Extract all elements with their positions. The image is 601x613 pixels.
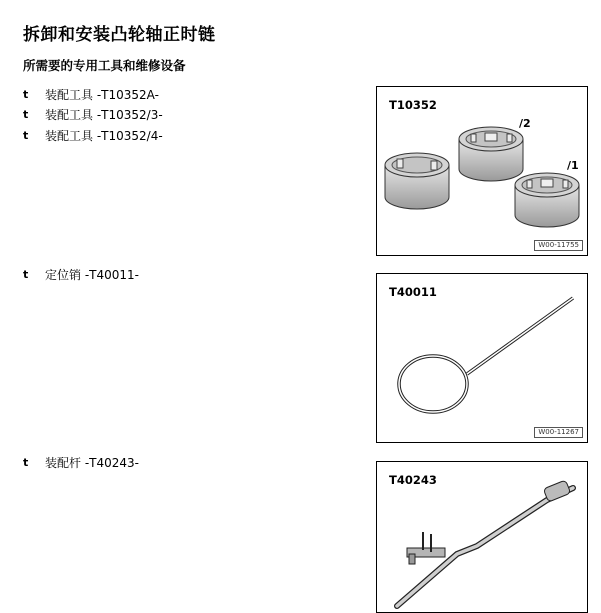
figure-code: T40011 [389, 285, 437, 299]
part-label: /2 [519, 117, 531, 130]
figure-t40011 [376, 273, 588, 443]
tool-label: 装配工具 -T10352A- [45, 88, 159, 102]
figure-t40243 [376, 461, 588, 613]
figure-code: T40243 [389, 473, 437, 487]
tool-illustration [377, 274, 587, 442]
page-title: 拆卸和安装凸轮轴正时链 [23, 25, 216, 45]
bullet-marker: t [23, 456, 29, 469]
figure-code: T10352 [389, 98, 437, 112]
tool-label: 装配工具 -T10352/3- [45, 108, 163, 122]
tool-label: 装配工具 -T10352/4- [45, 129, 163, 143]
bullet-marker: t [23, 108, 29, 121]
bullet-marker: t [23, 129, 29, 142]
tool-label: 装配杆 -T40243- [45, 456, 139, 470]
bullet-marker: t [23, 268, 29, 281]
bullet-marker: t [23, 88, 29, 101]
figure-ref: W00-11755 [534, 240, 583, 251]
figure-t10352 [376, 86, 588, 256]
section-heading: 所需要的专用工具和维修设备 [23, 58, 186, 73]
figure-ref: W00-11267 [534, 427, 583, 438]
tool-illustration [377, 87, 587, 255]
part-label: /1 [567, 159, 579, 172]
tool-label: 定位销 -T40011- [45, 268, 139, 282]
